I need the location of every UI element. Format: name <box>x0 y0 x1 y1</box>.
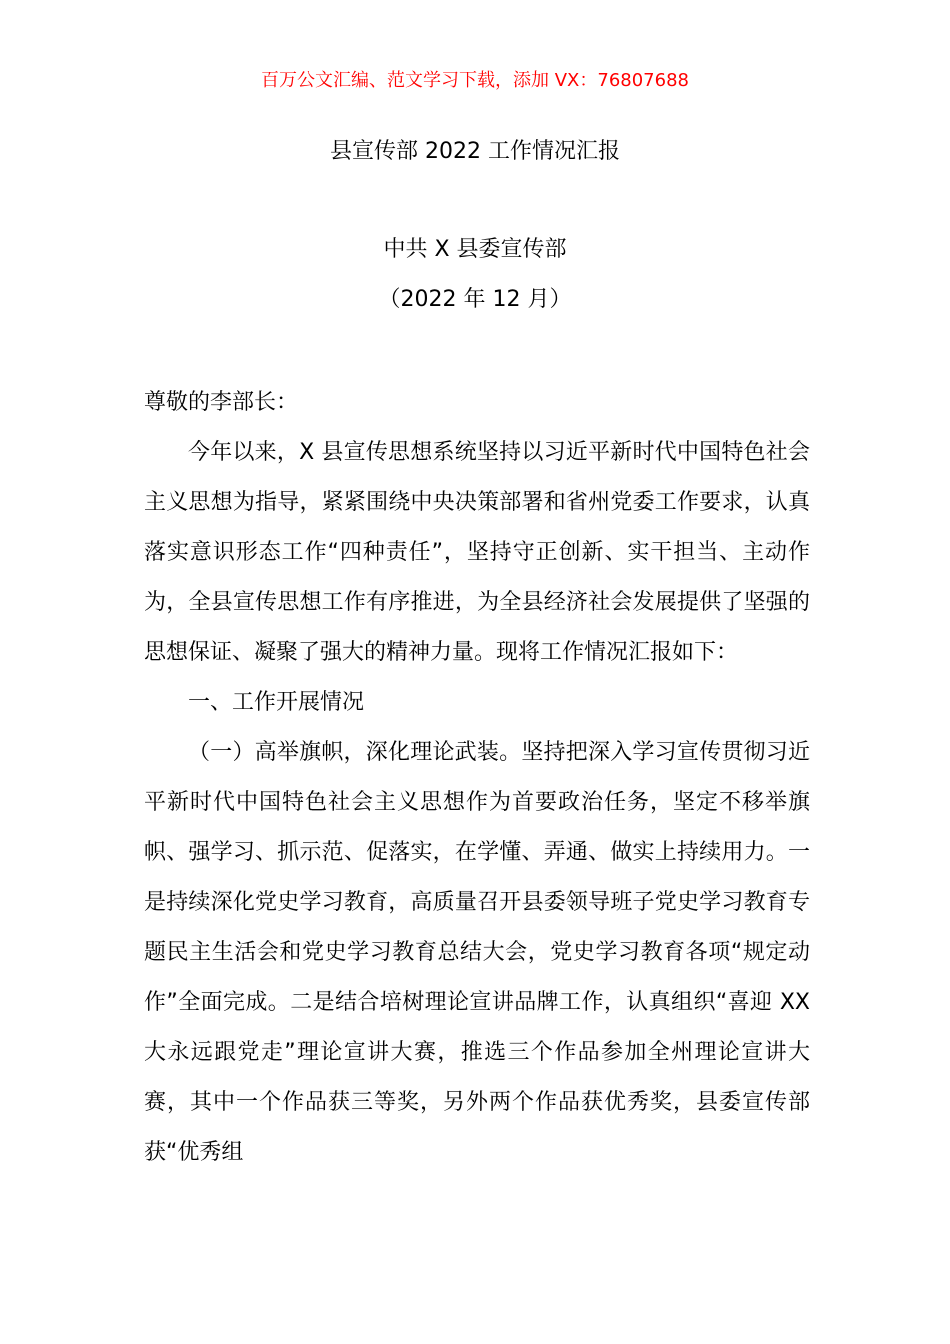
issuer-line: 中共 X 县委宣传部 <box>383 237 567 262</box>
section-paragraph: （一）高举旗帜，深化理论武装。坚持把深入学习宣传贯彻习近平新时代中国特色社会主义思想作为首要政治任务，坚定不移举旗帜、强学习、抓示范、促落实，在学懂、弄通、做实上持续用力。一是持续深化党史学习教育，高质量召开县委领导班子党史学习教育专题民主生活会和党史学习教育总结大会，党史学习教育各项“规定动作”全面完成。二是结合培树理论宣讲品牌工作，认真组织“喜迎 XX 大永远跟党走”理论宣讲大赛，推选三个作品参加全州理论宣讲大赛，其中一个作品获三等奖，另外两个作品获优秀奖，县委宣传部获“优秀组 <box>144 740 810 1165</box>
document-body <box>144 378 810 1178</box>
date-line: （2022 年 12 月） <box>378 287 572 312</box>
intro-paragraph: 今年以来，X 县宣传思想系统坚持以习近平新时代中国特色社会主义思想为指导，紧紧围绕中央决策部署和省州党委工作要求，认真落实意识形态工作“四种责任”，坚持守正创新、实干担当、主动作为，全县宣传思想工作有序推进，为全县经济社会发展提供了坚强的思想保证、凝聚了强大的精神力量。现将工作情况汇报如下： <box>144 440 810 665</box>
header-watermark-note: 百万公文汇编、范文学习下载，添加 VX：76807688 <box>261 70 689 91</box>
salutation: 尊敬的李部长： <box>144 390 299 415</box>
document-title: 县宣传部 2022 工作情况汇报 <box>330 139 620 164</box>
section-heading: 一、工作开展情况 <box>188 690 365 715</box>
